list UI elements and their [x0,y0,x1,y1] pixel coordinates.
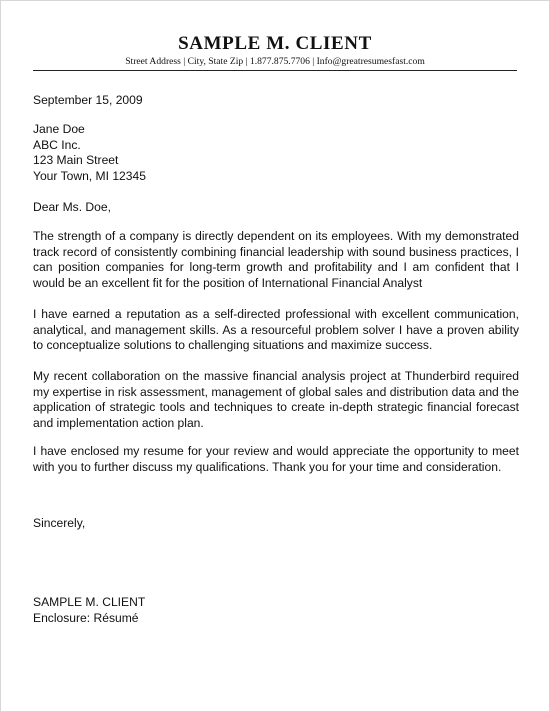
recipient-street: 123 Main Street [33,153,119,167]
recipient-name: Jane Doe [33,122,85,136]
signature-block [33,595,519,626]
letter-date: September 15, 2009 [33,93,143,107]
body-paragraph-1: The strength of a company is directly dependent on its employees. With my demonstrated track record of consistently combining financial leadership with sound business practices, I can position companies for long-term growth and profitability and I am confident that I would be an excellent fit for the position of International Financial Analyst [33,229,519,290]
signature-name: SAMPLE M. CLIENT [33,595,146,609]
salutation: Dear Ms. Doe, [33,200,111,214]
body-paragraph-3: My recent collaboration on the massive financial analysis project at Thunderbird required my expertise in risk assessment, management of global sales and distribution data and the application of strategic tools and techniques to create in-depth strategic financial forecast and implementation action plan. [33,369,519,430]
letterhead-divider [33,70,517,71]
enclosure-note: Enclosure: Résumé [33,610,139,625]
recipient-city: Your Town, MI 12345 [33,168,146,183]
recipient-address [33,122,519,184]
recipient-company: ABC Inc. [33,137,81,152]
body-paragraph-4: I have enclosed my resume for your review and would appreciate the opportunity to meet with you to further discuss my qualifications. Thank you for your time and consideration. [33,444,519,474]
sender-contact-line: Street Address | City, State Zip | 1.877.875.7706 | Info@greatresumesfast.com [125,56,425,67]
letterhead [1,34,549,68]
closing: Sincerely, [33,516,86,530]
body-paragraph-2: I have earned a reputation as a self-directed professional with excellent communication, analytical, and management skills. As a resourceful problem solver I have a proven ability to conceptualize solutions to challenging situations and maximize success. [33,307,519,352]
sender-name: SAMPLE M. CLIENT [178,33,372,54]
